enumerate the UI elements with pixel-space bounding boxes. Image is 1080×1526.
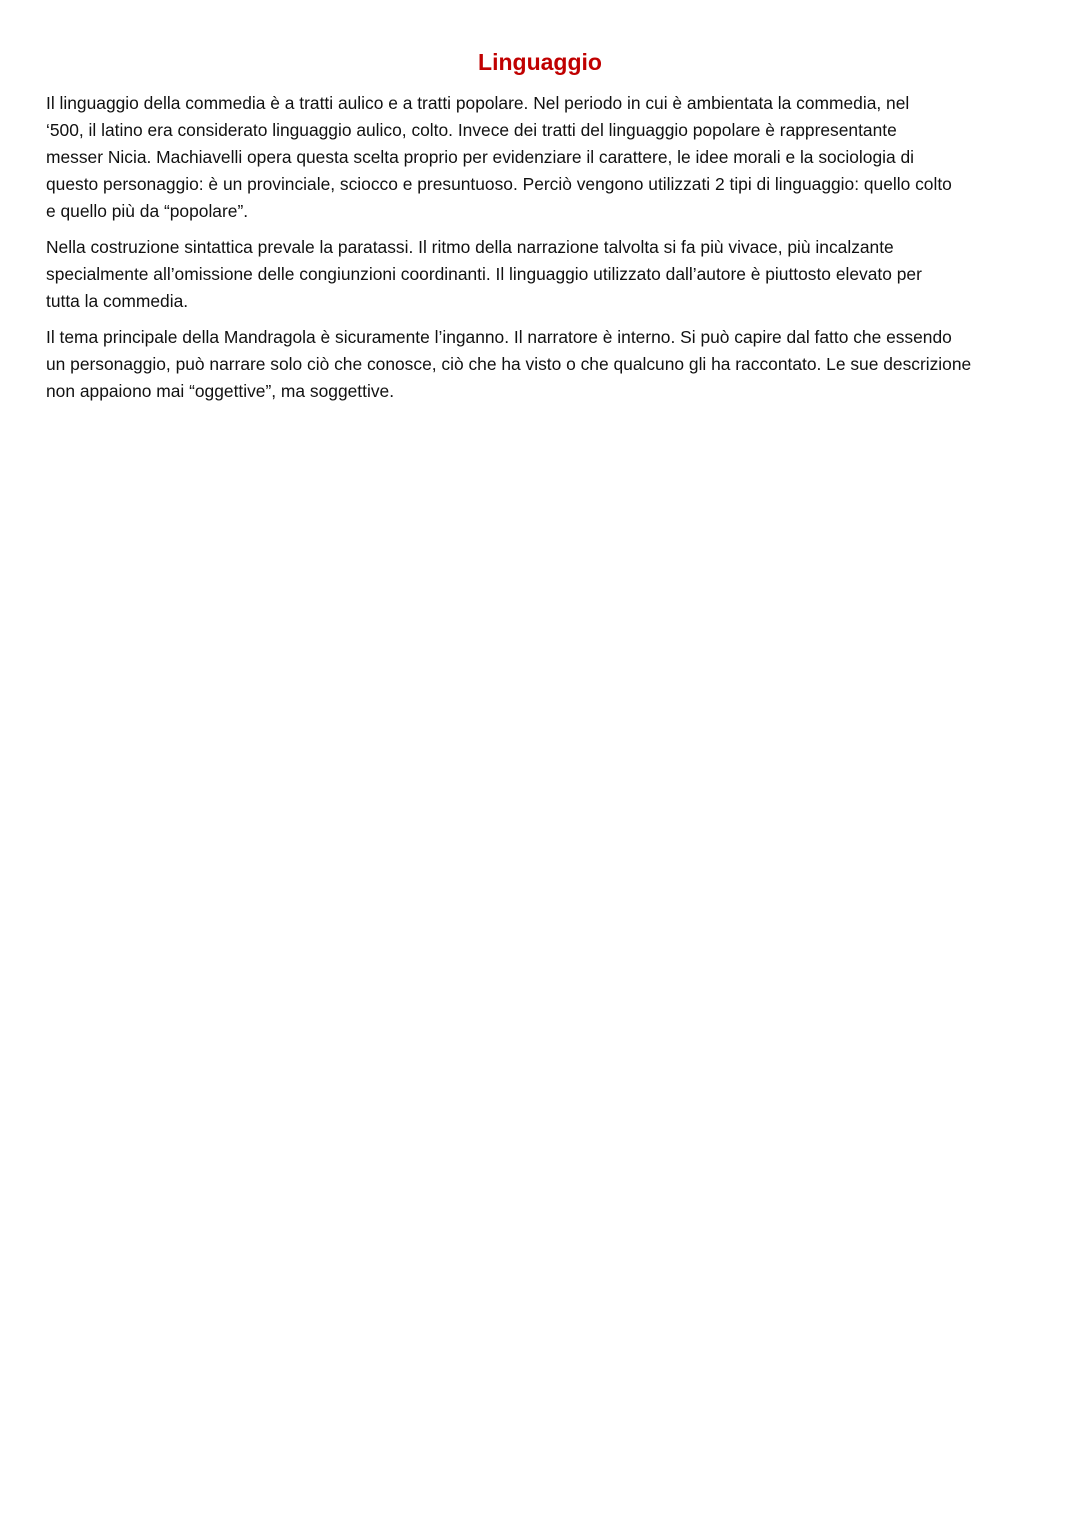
text-line: questo personaggio: è un provinciale, sciocco e presuntuoso. Perciò vengono utilizzati 2 tipi di linguaggio: quello colto xyxy=(46,174,952,194)
document-body xyxy=(46,90,1036,414)
text-line: messer Nicia. Machiavelli opera questa scelta proprio per evidenziare il carattere, le idee morali e la sociologia di xyxy=(46,147,915,167)
text-line: Nella costruzione sintattica prevale la paratassi. Il ritmo della narrazione talvolta si fa più vivace, più incalzante xyxy=(46,237,894,257)
page-title: Linguaggio xyxy=(478,49,602,75)
text-line: e quello più da “popolare”. xyxy=(46,201,249,221)
paragraph-theme xyxy=(46,324,1036,405)
text-line: non appaiono mai “oggettive”, ma soggettive. xyxy=(46,381,395,401)
text-line: specialmente all’omissione delle congiunzioni coordinanti. Il linguaggio utilizzato dall’autore è piuttosto elevato per xyxy=(46,264,922,284)
text-line: Il tema principale della Mandragola è sicuramente l’inganno. Il narratore è interno. Si può capire dal fatto che essendo xyxy=(46,327,952,347)
paragraph-language xyxy=(46,90,1036,225)
text-line: Il linguaggio della commedia è a tratti aulico e a tratti popolare. Nel periodo in cui è ambientata la commedia, nel xyxy=(46,93,910,113)
text-line: ‘500, il latino era considerato linguaggio aulico, colto. Invece dei tratti del linguaggio popolare è rappresentante xyxy=(46,120,897,140)
text-line: un personaggio, può narrare solo ciò che conosce, ciò che ha visto o che qualcuno gli ha raccontato. Le sue descrizione xyxy=(46,354,972,374)
paragraph-syntax xyxy=(46,234,1036,315)
text-line: tutta la commedia. xyxy=(46,291,189,311)
